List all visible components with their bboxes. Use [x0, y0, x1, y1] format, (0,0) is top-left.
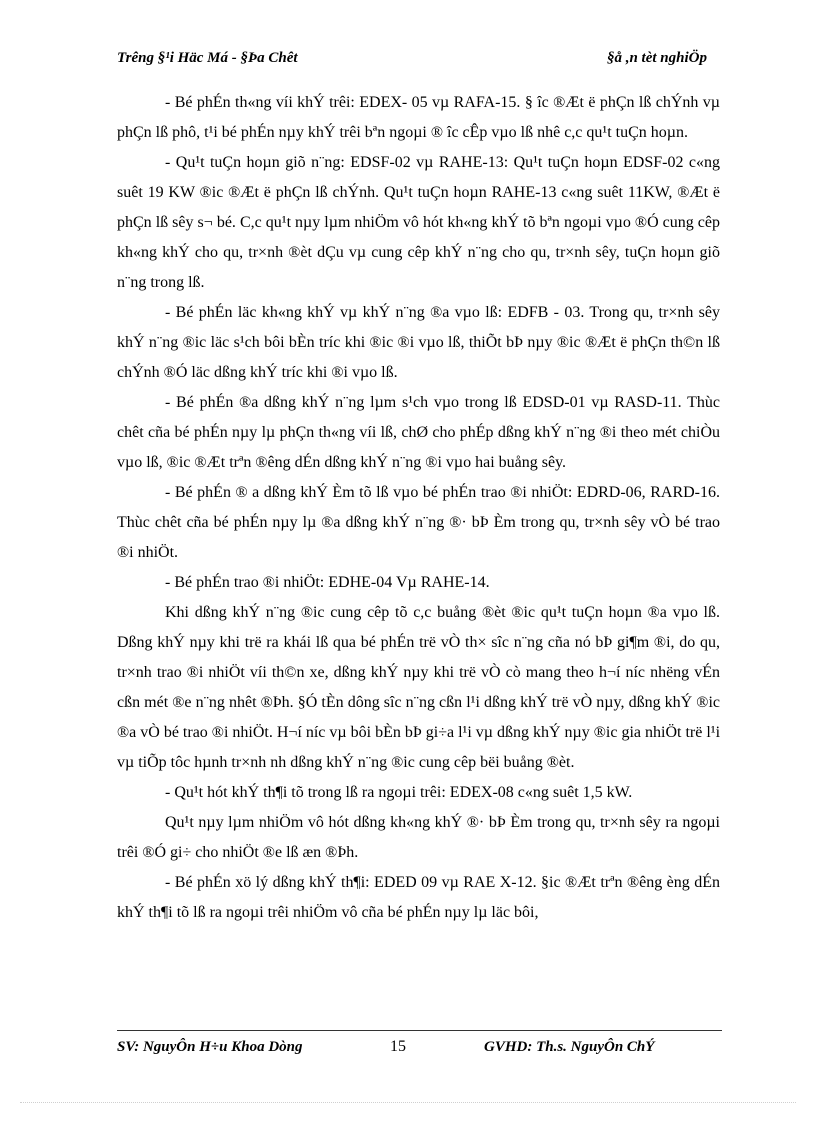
footer-student: SV: NguyÔn H÷u Khoa Dòng — [117, 1039, 303, 1055]
paragraph: Qu¹t nµy lµm nhiÖm vô hót dßng kh«ng khÝ ®· bÞ Èm trong qu, tr×nh sêy ra ngoµi trêi ®Ó gi÷ cho nhiÖt ®e lß æn ®Þh. — [117, 814, 720, 861]
footer-advisor: GVHD: Th.s. NguyÔn ChÝ — [484, 1039, 655, 1055]
header-document-type: §å ,n tèt nghiÖp — [606, 50, 707, 66]
document-body — [117, 88, 720, 928]
paragraph: - Bé phÉn th«ng víi khÝ trêi: EDEX- 05 vµ RAFA-15. § îc ®Æt ë phÇn lß chÝnh vµ phÇn lß phô, t¹i bé phÉn nµy khÝ trêi bªn ngoµi ® îc cÊp vµo lß nhê c,c qu¹t tuÇn hoµn. — [117, 94, 720, 141]
paragraph: Khi dßng khÝ n¨ng ®ic cung cêp tõ c,c buång ®èt ®ic qu¹t tuÇn hoµn ®a vµo lß. Dßng khÝ nµy khi trë ra khái lß qua bé phÉn trë vÒ th× sîc n¨ng cña nó bÞ gi¶m ®i, do qu, tr×nh trao ®i nhiÖt víi th©n xe, dßng khÝ nµy khi trë vÒ cò mang theo h¬í níc nhëng vÉn cßn mét ®e n¨ng nhêt ®Þh. §Ó tÈn dông sîc n¨ng cßn l¹i dßng khÝ trë vÒ nµy, dßng khÝ ®ic ®a vÒ bé trao ®i nhiÖt. H¬í níc vµ bôi bÈn bÞ gi÷a l¹i vµ dßng khÝ nµy ®ic gia nhiÖt trë l¹i vµ tiÕp tôc hµnh tr×nh nh dßng khÝ n¨ng ®ic cung cêp bëi buång ®èt. — [117, 604, 721, 771]
header-school: Trêng §¹i Häc Má - §Þa Chêt — [117, 50, 298, 66]
paragraph: - Qu¹t hót khÝ th¶i tõ trong lß ra ngoµi trêi: EDEX-08 c«ng suêt 1,5 kW. — [165, 784, 633, 801]
paragraph: - Bé phÉn xö lý dßng khÝ th¶i: EDED 09 vµ RAE X-12. §ic ®Æt trªn ®êng èng dÉn khÝ th¶i tõ lß ra ngoµi trêi nhiÖm vô cña bé phÉn nµy lµ läc bôi, — [117, 874, 720, 921]
paragraph: - Qu¹t tuÇn hoµn giõ n¨ng: EDSF-02 vµ RAHE-13: Qu¹t tuÇn hoµn EDSF-02 c«ng suêt 19 KW ®ic ®Æt ë phÇn lß chÝnh. Qu¹t tuÇn hoµn RAHE-13 c«ng suêt 11KW, ®Æt ë phÇn lß sêy s¬ bé. C,c qu¹t nµy lµm nhiÖm vô hót kh«ng khÝ tõ bªn ngoµi vµo ®Ó cung cêp kh«ng khÝ cho qu, tr×nh ®èt dÇu vµ cung cêp khÝ n¨ng cho qu, tr×nh sêy, tuÇn hoµn giõ n¨ng trong lß. — [117, 154, 720, 291]
paragraph: - Bé phÉn trao ®i nhiÖt: EDHE-04 Vµ RAHE-14. — [165, 574, 490, 591]
page-edge-divider — [20, 1102, 796, 1103]
paragraph: - Bé phÉn ®a dßng khÝ n¨ng lµm s¹ch vµo trong lß EDSD-01 vµ RASD-11. Thùc chêt cña bé phÉn nµy lµ phÇn th«ng víi lß, chØ cho phÉp dßng khÝ n¨ng ®i theo mét chiÒu vµo lß, ®ic ®Æt trªn ®êng dÉn dßng khÝ n¨ng ®i vµo hai buång sêy. — [117, 394, 720, 471]
paragraph: - Bé phÉn läc kh«ng khÝ vµ khÝ n¨ng ®a vµo lß: EDFB - 03. Trong qu, tr×nh sêy khÝ n¨ng ®ic läc s¹ch bôi bÈn tríc khi ®ic ®i vµo lß, thiÕt bÞ nµy ®ic ®Æt ë phÇn th©n lß chÝnh ®Ó läc dßng khÝ tríc khi ®i vµo lß. — [117, 304, 720, 381]
page-header — [117, 50, 707, 72]
page-number: 15 — [390, 1038, 406, 1055]
footer-divider — [117, 1030, 722, 1031]
paragraph: - Bé phÉn ® a dßng khÝ Èm tõ lß vµo bé phÉn trao ®i nhiÖt: EDRD-06, RARD-16. Thùc chêt cña bé phÉn nµy lµ ®a dßng khÝ n¨ng ®· bÞ Èm trong qu, tr×nh sêy vÒ bé trao ®i nhiÖt. — [117, 484, 720, 561]
